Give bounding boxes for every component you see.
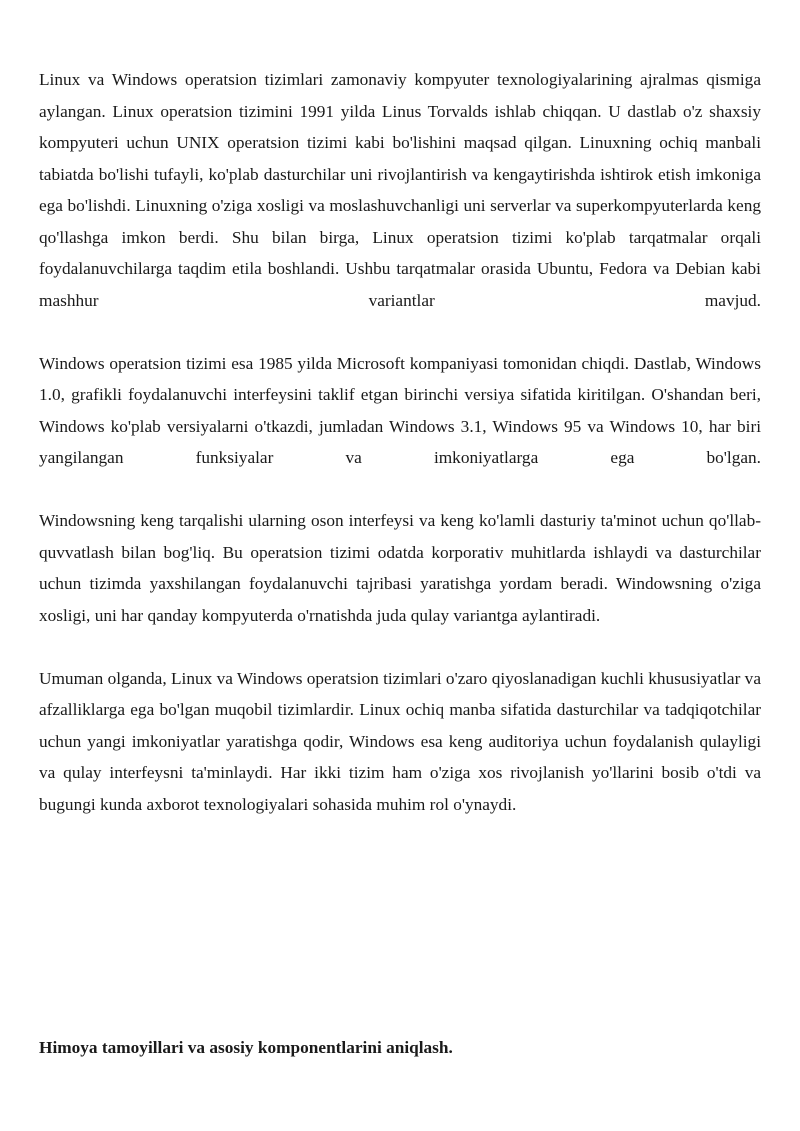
- paragraph-conclusion: Umuman olganda, Linux va Windows operatsion tizimlari o'zaro qiyoslanadigan kuchli khususiyatlar va afzalliklarga ega bo'lgan muqobil tizimlardir. Linux ochiq manba sifatida dasturchilar va tadqiqotchilar uchun yangi imkoniyatlar yaratishga qodir, Windows esa keng auditoriya uchun foydalanish qulayligi va qulay interfeysni ta'minlaydi. Har ikki tizim ham o'ziga xos rivojlanish yo'llarini bosib o'tdi va bugungi kunda axborot texnologiyalari sohasida muhim rol o'ynaydi.: [39, 668, 761, 814]
- paragraph-windows-popularity: Windowsning keng tarqalishi ularning oson interfeysi va keng ko'lamli dasturiy ta'minot uchun qo'llab-quvvatlash bilan bog'liq. Bu operatsion tizimi odatda korporativ muhitlarda ishlaydi va dasturchilar uchun tizimda yaxshilangan foydalanuvchi tajribasi yaratishga yordam beradi. Windowsning o'ziga xosligi, uni har qanday kompyuterda o'rnatishda juda qulay variantga aylantiradi.: [39, 511, 761, 625]
- paragraph-windows-history: Windows operatsion tizimi esa 1985 yilda Microsoft kompaniyasi tomonidan chiqdi. Dastlab, Windows 1.0, grafikli foydalanuvchi interfeysini taklif etgan birinchi versiya sifatida kiritilgan. O'shandan beri, Windows ko'plab versiyalarni o'tkazdi, jumladan Windows 3.1, Windows 95 va Windows 10, har biri yangilangan funksiyalar va imkoniyatlarga ega bo'lgan.: [39, 353, 761, 467]
- paragraph-linux-history: Linux va Windows operatsion tizimlari zamonaviy kompyuter texnologiyalarining ajralmas qismiga aylangan. Linux operatsion tizimini 1991 yilda Linus Torvalds ishlab chiqqan. U dastlab o'z shaxsiy kompyuteri uchun UNIX operatsion tizimi kabi bo'lishini maqsad qilgan. Linuxning ochiq manbali tabiatda bo'lishi tufayli, ko'plab dasturchilar uni rivojlantirish va kengaytirishda ishtirok etish imkoniga ega bo'lishdi. Linuxning o'ziga xosligi va moslashuvchanligi uni serverlar va superkompyuterlarda keng qo'llashga imkon berdi. Shu bilan birga, Linux operatsion tizimi ko'plab tarqatmalar orqali foydalanuvchilarga taqdim etila boshlandi. Ushbu tarqatmalar orasida Ubuntu, Fedora va Debian kabi mashhur variantlar mavjud.: [39, 70, 761, 310]
- section-heading: Himoya tamoyillari va asosiy komponentlarini aniqlash.: [39, 1038, 453, 1057]
- document-body: [39, 64, 761, 852]
